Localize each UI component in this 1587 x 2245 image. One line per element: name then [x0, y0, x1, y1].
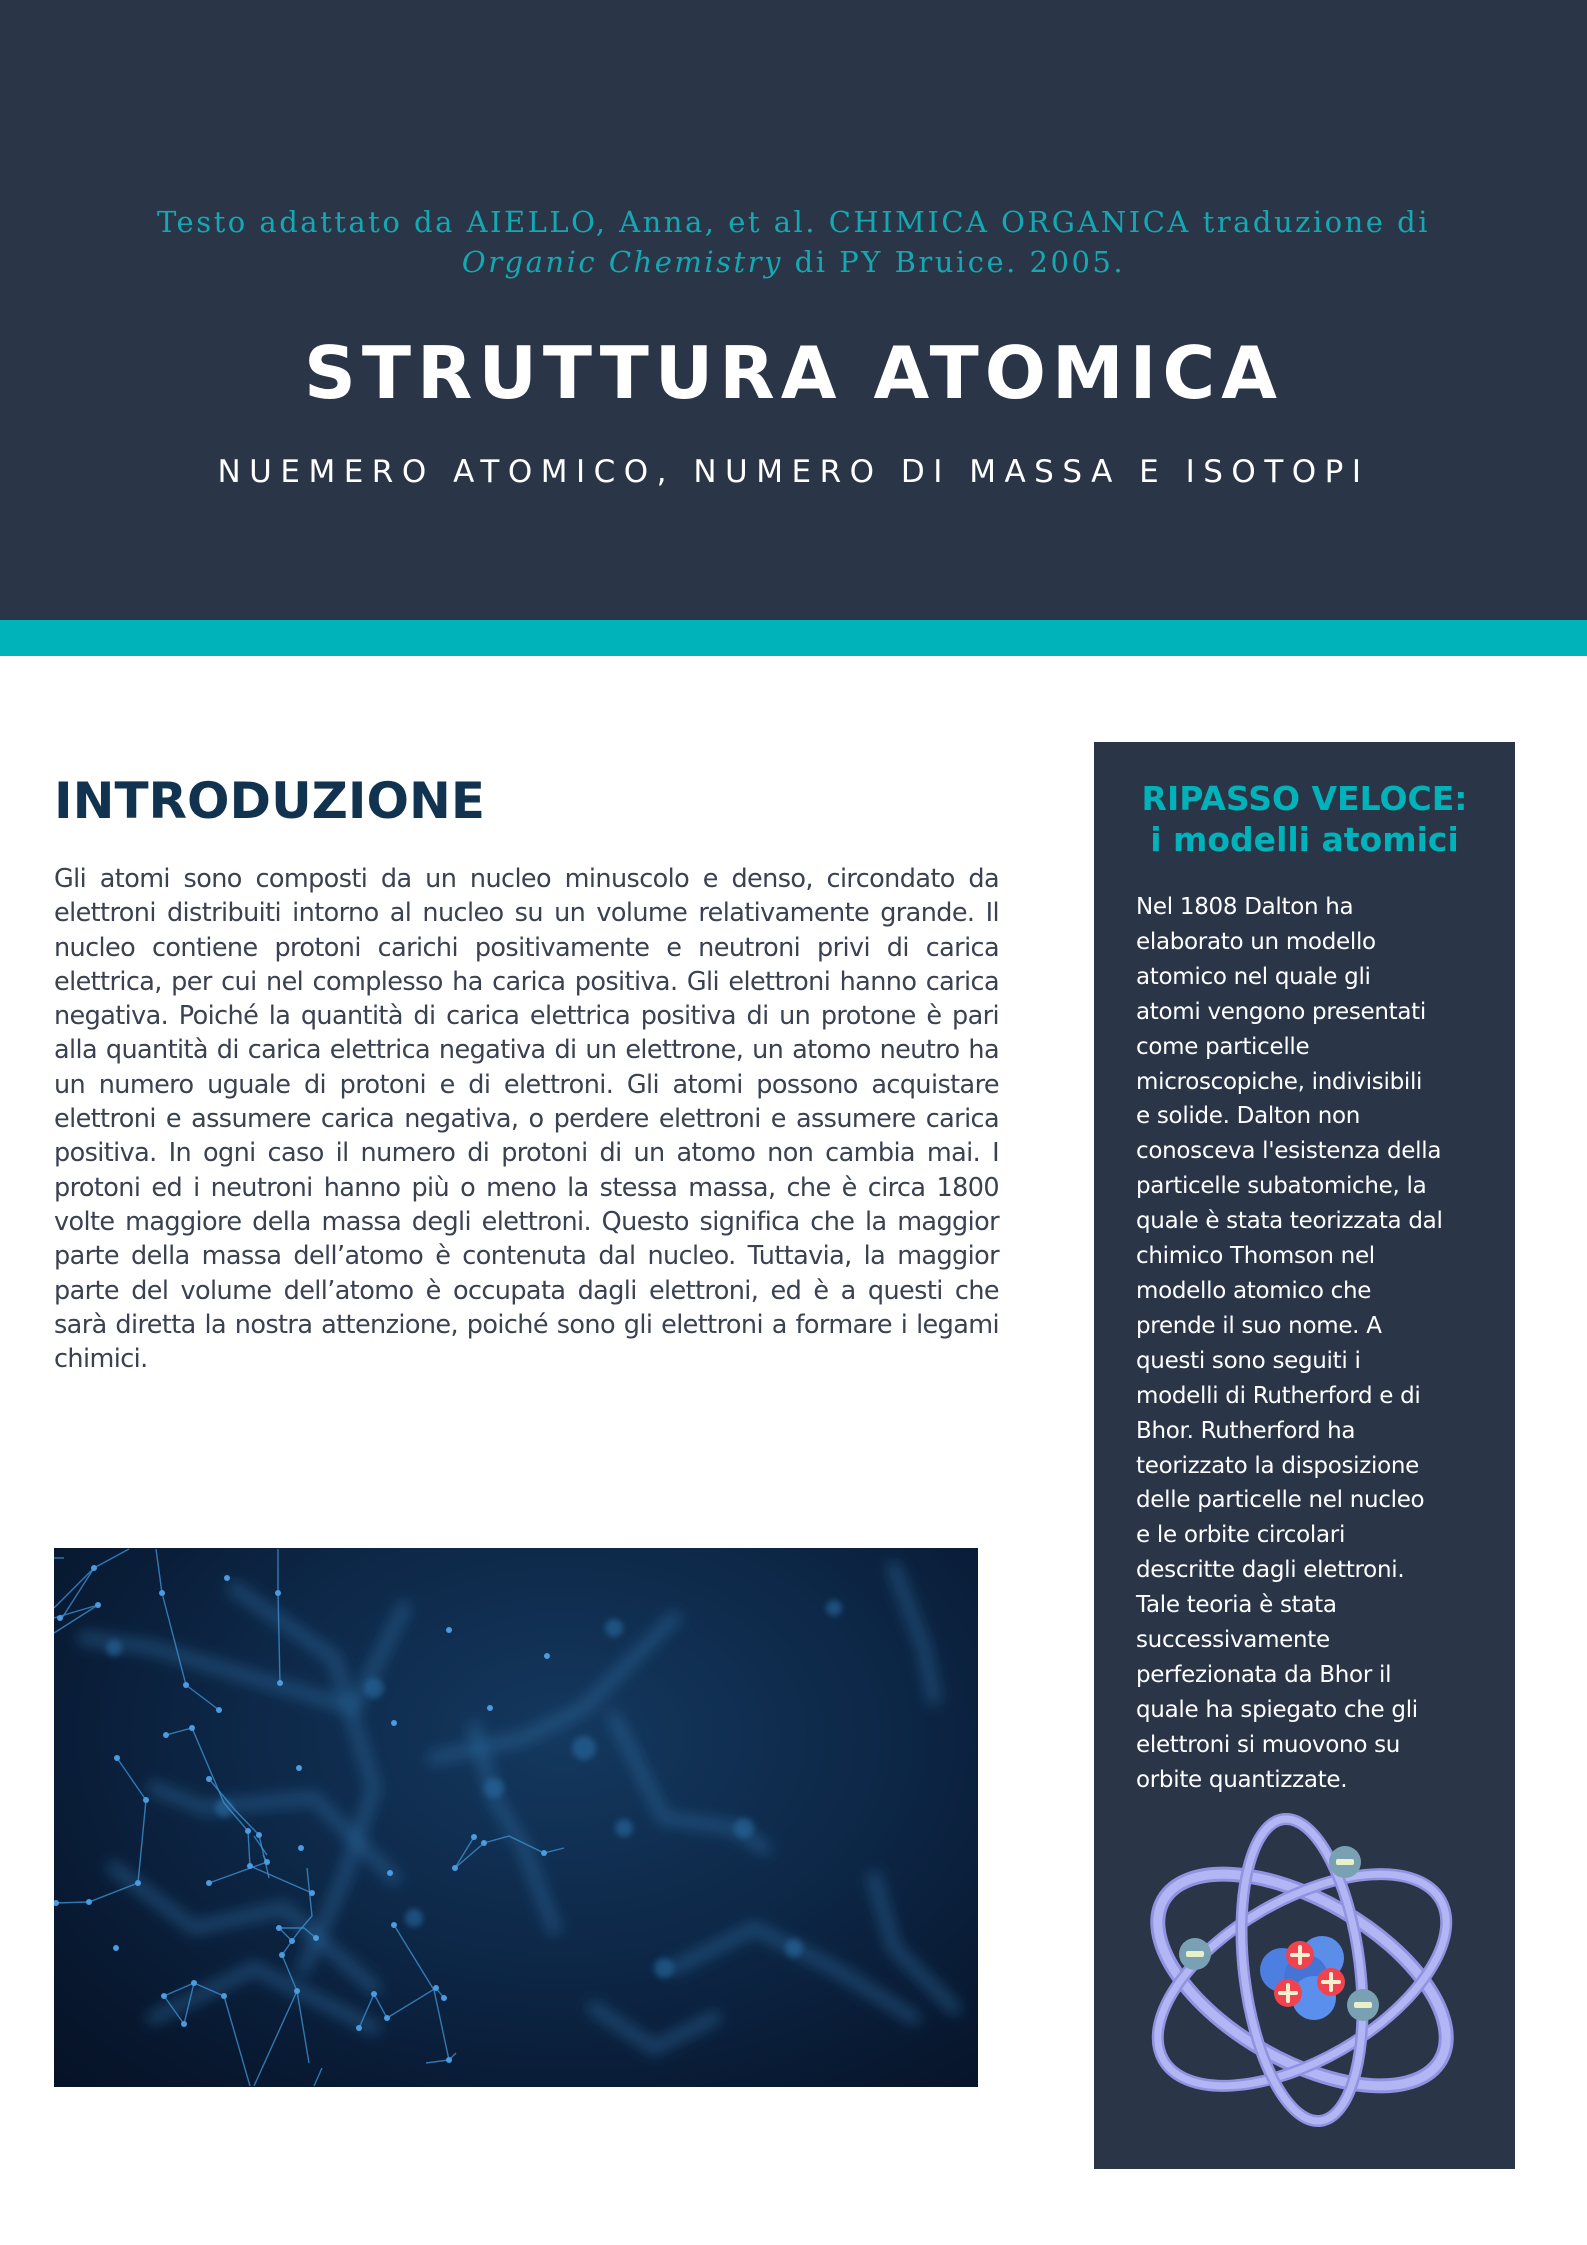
accent-stripe — [0, 620, 1587, 656]
sidebar-heading-line1: RIPASSO VELOCE: — [1141, 779, 1468, 818]
sidebar-line: chimico Thomson nel — [1136, 1243, 1375, 1270]
sidebar-line: modello atomico che — [1136, 1277, 1372, 1304]
introduction-body: Gli atomi sono composti da un nucleo minuscolo e denso, circondato da elettroni distribuiti intorno al nucleo su un volume relativamente grande. Il nucleo contiene protoni carichi positivamente e neutroni privi di carica elettrica, per cui nel complesso ha carica positiva. Gli elettroni hanno carica negativa. Poiché la quantità di carica elettrica positiva di un protone è pari alla quantità di carica elettrica negativa di un elettrone, un atomo neutro ha un numero uguale di protoni e di elettroni. Gli atomi possono acquistare elettroni e assumere carica negativa, o perdere elettroni e assumere carica positiva. In ogni caso il numero di protoni di un atomo non cambia mai. I protoni ed i neutroni hanno più o meno la stessa massa, che è circa 1800 volte maggiore della massa degli elettroni. Questo significa che la maggior parte della massa dell’atomo è contenuta dal nucleo. Tuttavia, la maggior parte del volume dell’atomo è occupata dagli elettroni, ed è a questi che sarà diretta la nostra attenzione, poiché sono gli elettroni a formare i legami chimici. — [54, 864, 999, 1375]
page-subtitle: NUEMERO ATOMICO, NUMERO DI MASSA E ISOTOPI — [217, 454, 1370, 490]
sidebar-line: microscopiche, indivisibili — [1136, 1068, 1423, 1095]
sidebar-heading-line2: i modelli atomici — [1150, 820, 1459, 859]
sidebar-line: modelli di Rutherford e di — [1136, 1382, 1421, 1409]
sidebar-line: perfezionata da Bhor il — [1136, 1661, 1392, 1688]
citation-suffix: di PY Bruice. 2005. — [782, 245, 1126, 279]
atom-icon — [1120, 1800, 1480, 2140]
sidebar-line: atomico nel quale gli — [1136, 963, 1371, 990]
sidebar-line: quale è stata teorizzata dal — [1136, 1208, 1443, 1235]
sidebar-line: particelle subatomiche, la — [1136, 1173, 1427, 1200]
sidebar-line: descritte dagli elettroni. — [1136, 1557, 1405, 1584]
sidebar-line: orbite quantizzate. — [1136, 1766, 1348, 1793]
introduction-heading: INTRODUZIONE — [54, 772, 486, 830]
quick-review-sidebar — [1094, 742, 1515, 2169]
sidebar-line: e le orbite circolari — [1136, 1522, 1346, 1549]
network-molecule-image — [54, 1548, 978, 2087]
nucleus — [1260, 1936, 1345, 2020]
sidebar-line: teorizzato la disposizione — [1136, 1452, 1420, 1479]
page-title: STRUTTURA ATOMICA — [304, 331, 1283, 415]
sidebar-line: atomi vengono presentati — [1136, 998, 1426, 1025]
sidebar-line: prende il suo nome. A — [1136, 1312, 1382, 1339]
sidebar-body — [1136, 890, 1506, 1798]
sidebar-line: come particelle — [1136, 1033, 1310, 1060]
sidebar-heading — [1094, 778, 1515, 860]
citation-prefix: Testo adattato da AIELLO, Anna, et al. CHIMICA ORGANICA traduzione di — [156, 205, 1431, 239]
sidebar-line: Tale teoria è stata — [1136, 1592, 1337, 1619]
network-graphic — [54, 1548, 978, 2087]
sidebar-line: delle particelle nel nucleo — [1136, 1487, 1425, 1514]
sidebar-line: elaborato un modello — [1136, 928, 1376, 955]
sidebar-line: elettroni si muovono su — [1136, 1731, 1401, 1758]
sidebar-line: Nel 1808 Dalton ha — [1136, 894, 1354, 920]
source-citation — [100, 202, 1487, 282]
sidebar-line: conosceva l'esistenza della — [1136, 1138, 1442, 1165]
sidebar-line: Bhor. Rutherford ha — [1136, 1417, 1356, 1444]
sidebar-line: quale ha spiegato che gli — [1136, 1696, 1418, 1723]
sidebar-line: successivamente — [1136, 1627, 1330, 1654]
sidebar-line: questi sono seguiti i — [1136, 1347, 1361, 1374]
sidebar-line: e solide. Dalton non — [1136, 1103, 1361, 1130]
header-banner — [0, 0, 1587, 620]
citation-book-title: Organic Chemistry — [461, 245, 783, 279]
